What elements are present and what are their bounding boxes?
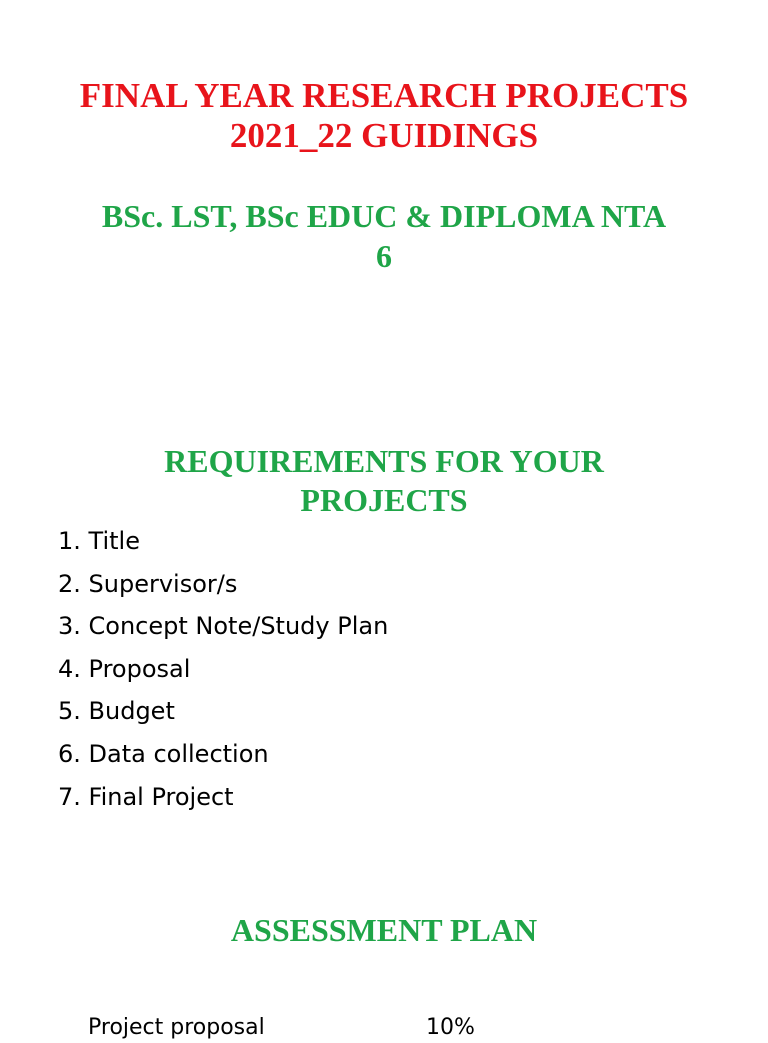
subtitle-line-2: 6	[376, 238, 392, 274]
requirements-heading-line-1: REQUIREMENTS FOR YOUR	[164, 443, 604, 479]
list-item: 4. Proposal	[58, 654, 191, 683]
requirements-heading	[0, 442, 768, 520]
list-item: 5. Budget	[58, 697, 175, 726]
list-item: 1. Title	[58, 527, 140, 555]
list-item: 7. Final Project	[58, 782, 234, 811]
programs-subtitle	[0, 196, 768, 276]
subtitle-line-1: BSc. LST, BSc EDUC & DIPLOMA NTA	[101, 198, 667, 234]
assessment-row	[88, 1013, 688, 1043]
list-item: 2. Supervisor/s	[58, 569, 238, 598]
assessment-row-value: 10%	[426, 1015, 475, 1040]
requirements-heading-line-2: PROJECTS	[300, 482, 468, 518]
title-line-1: FINAL YEAR RESEARCH PROJECTS	[79, 76, 689, 115]
assessment-row-label: Project proposal	[88, 1015, 265, 1040]
requirements-list	[58, 520, 388, 818]
list-item: 6. Data collection	[58, 739, 269, 768]
assessment-heading: ASSESSMENT PLAN	[230, 912, 538, 948]
list-item: 3. Concept Note/Study Plan	[58, 612, 389, 641]
title-line-2: 2021_22 GUIDINGS	[229, 116, 539, 155]
page-title	[0, 76, 768, 156]
